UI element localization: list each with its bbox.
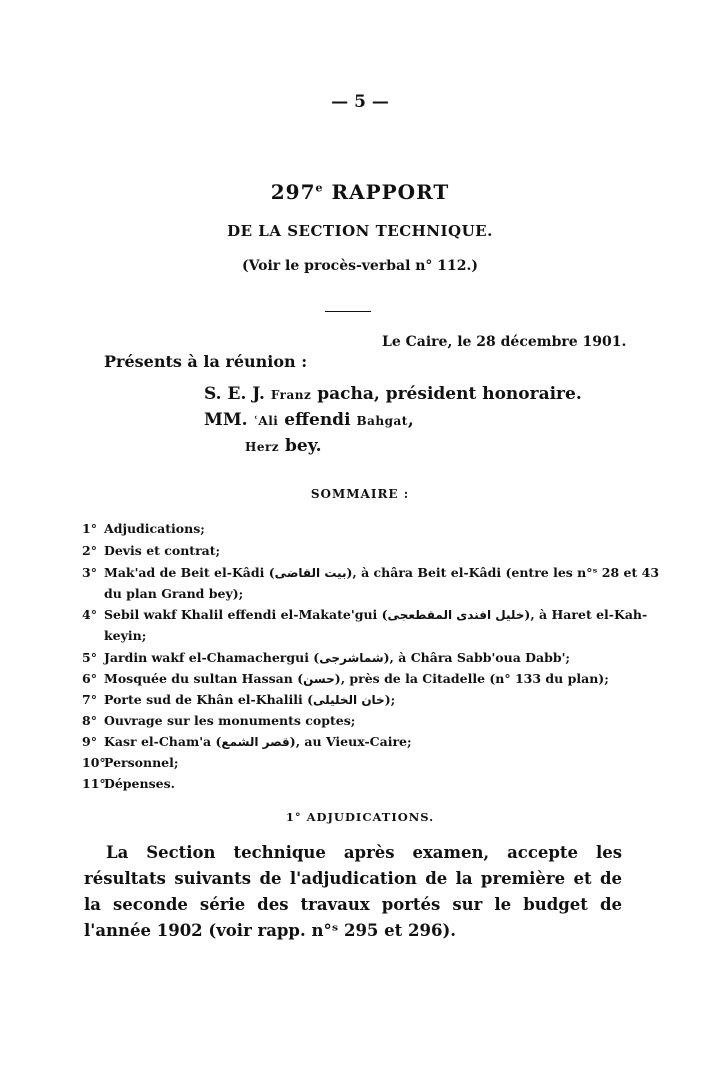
summary-item-text: Kasr el-Cham'a ( <box>104 734 222 749</box>
summary-item-text: Devis et contrat; <box>104 543 221 558</box>
member-title: bey. <box>279 436 322 456</box>
summary-item-text: ), au Vieux-Caire; <box>289 734 412 749</box>
summary-heading: SOMMAIRE : <box>310 487 410 501</box>
summary-item-text: Mosquée du sultan Hassan ( <box>104 671 304 686</box>
summary-item-number: 10° <box>82 755 106 770</box>
report-ordinal-suffix: e <box>315 181 324 195</box>
summary-item-text: Dépenses. <box>104 776 175 791</box>
summary-item-text: ), à Haret el-Kah- <box>524 607 648 622</box>
summary-item-text: ), à châra Beit el-Kâdi (entre les n°ˢ 28 et 43 <box>346 565 660 580</box>
summary-item-text: keyin; <box>104 628 147 643</box>
page-number: — 5 — <box>331 92 389 112</box>
summary-item <box>82 607 647 622</box>
summary-item-number: 7° <box>82 692 97 707</box>
summary-item-number: 4° <box>82 607 97 622</box>
summary-item-continuation <box>82 586 243 601</box>
member-prefix: S. E. J. <box>204 384 271 404</box>
member-name-ali: ʿAli <box>253 414 279 428</box>
summary-item <box>82 565 659 580</box>
summary-item-text: Sebil wakf Khalil effendi el-Makate'gui ( <box>104 607 388 622</box>
summary-item <box>82 755 178 770</box>
summary-item-number: 9° <box>82 734 97 749</box>
member-title: effendi <box>278 410 357 430</box>
summary-item-text: ), près de la Citadelle (n° 133 du plan); <box>334 671 609 686</box>
member-line-franz <box>204 384 582 404</box>
summary-item-arabic: حسن <box>303 672 335 686</box>
summary-item-arabic: بيت القاضى <box>274 566 347 580</box>
summary-item <box>82 713 355 728</box>
summary-item <box>82 692 395 707</box>
summary-item-text: Mak'ad de Beit el-Kâdi ( <box>104 565 275 580</box>
section-heading-adjudications: 1° ADJUDICATIONS. <box>285 810 435 824</box>
proces-verbal-note: (Voir le procès-verbal n° 112.) <box>241 258 479 274</box>
divider <box>325 311 371 312</box>
present-intro: Présents à la réunion : <box>104 352 308 371</box>
summary-item-number: 6° <box>82 671 97 686</box>
summary-item <box>82 776 175 791</box>
summary-item-arabic: خليل افندى المقطعجى <box>387 608 525 622</box>
summary-item-number: 5° <box>82 650 97 665</box>
summary-item <box>82 521 205 536</box>
summary-item <box>82 543 220 558</box>
summary-item-number: 1° <box>82 521 97 536</box>
date-line: Le Caire, le 28 décembre 1901. <box>382 334 627 350</box>
report-title <box>0 180 720 204</box>
summary-item-continuation <box>82 628 146 643</box>
summary-item-number: 2° <box>82 543 97 558</box>
summary-item <box>82 734 412 749</box>
summary-item <box>82 650 570 665</box>
summary-item-number: 11° <box>82 776 106 791</box>
summary-item-arabic: قصر الشمع <box>221 735 290 749</box>
member-punct: , <box>407 410 414 430</box>
member-name-franz: Franz <box>270 388 312 402</box>
member-name-herz: Herz <box>245 440 280 454</box>
summary-item-text: Porte sud de Khân el-Khalili ( <box>104 692 314 707</box>
member-line-herz <box>245 436 322 456</box>
summary-item-text: Personnel; <box>104 755 179 770</box>
member-name-bahgat: Bahgat <box>356 414 408 428</box>
section-title: DE LA SECTION TECHNIQUE. <box>227 222 493 240</box>
summary-item-number: 3° <box>82 565 97 580</box>
summary-item-arabic: شماشرجى <box>319 651 384 665</box>
summary-item-text: Adjudications; <box>104 521 205 536</box>
summary-item-text: Jardin wakf el-Chamachergui ( <box>104 650 320 665</box>
summary-item <box>82 671 609 686</box>
member-prefix: MM. <box>204 410 254 430</box>
member-line-bahgat <box>204 410 414 430</box>
summary-item-text: ); <box>384 692 396 707</box>
summary-item-text: ), à Châra Sabb'oua Dabb'; <box>383 650 571 665</box>
summary-item-number: 8° <box>82 713 97 728</box>
report-number: 297 <box>270 180 316 204</box>
member-title: pacha, président honoraire. <box>311 384 582 404</box>
body-paragraph: La Section technique après examen, accepte les résultats suivants de l'adjudication de la première et de la seconde série des travaux portés sur le budget de l'année 1902 (voir rapp. n°ˢ 295 et 296). <box>84 843 622 940</box>
summary-item-arabic: خان الخليلى <box>313 693 385 707</box>
summary-item-text: Ouvrage sur les monuments coptes; <box>104 713 356 728</box>
summary-item-text: du plan Grand bey); <box>104 586 244 601</box>
report-title-word: RAPPORT <box>331 180 450 204</box>
